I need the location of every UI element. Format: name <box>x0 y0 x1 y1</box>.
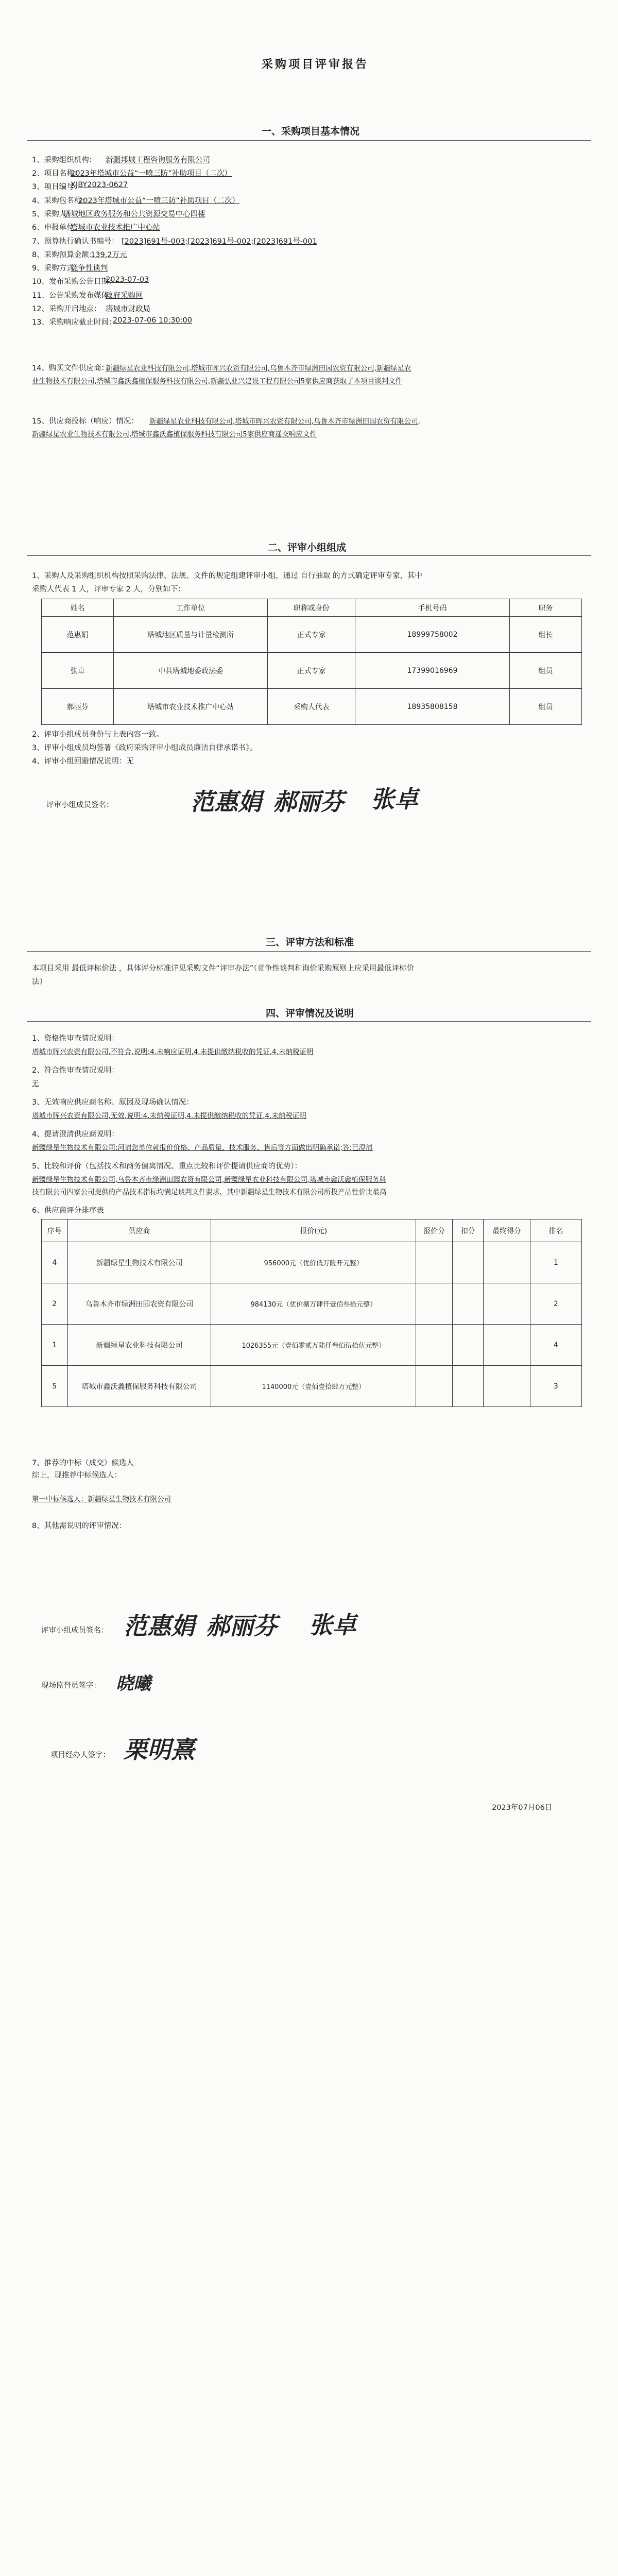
report-title: 采购项目评审报告 <box>262 58 369 71</box>
report-date: 2023年07月06日 <box>492 1804 553 1812</box>
panel-row <box>42 617 582 653</box>
info-label: 13、采购响应截止时间： <box>32 318 116 327</box>
panel-cell: 塔城市农业技术推广中心站 <box>114 689 268 725</box>
rank-header-price-score: 报价分 <box>416 1219 453 1242</box>
rank-row <box>42 1366 582 1407</box>
panel-header-name: 姓名 <box>42 599 114 617</box>
rank-cell <box>452 1325 484 1366</box>
info-value: 2023年塔城市公益“一喷三防”补助项目（二次） <box>78 197 239 205</box>
panel-sign-label-2: 评审小组成员签名： <box>41 1626 109 1635</box>
signature-3b: 张卓 <box>309 1611 356 1639</box>
rank-header-rank: 排名 <box>530 1219 581 1242</box>
panel-cell: 采购人代表 <box>268 689 355 725</box>
info-value: 2023年塔城市公益“一喷三防”补助项目（二次） <box>71 170 232 178</box>
rank-header-deduction: 扣分 <box>452 1219 484 1242</box>
info-value: XJBY2023-0627 <box>71 181 128 189</box>
panel-cell: 18935808158 <box>355 689 510 725</box>
info-label: 5、采购人： <box>32 210 74 218</box>
rank-cell <box>484 1366 530 1407</box>
panel-cell: 范惠娟 <box>42 617 114 653</box>
info-value: [2023]691号-003;[2023]691号-002;[2023]691号-001 <box>122 238 317 246</box>
rank-cell: 3 <box>530 1366 581 1407</box>
check-1-detail: 塔城市晖兴农资有限公司,不符合,说明:4.未响应证明,4.未提供缴纳税收的凭证,4.未纳税证明 <box>32 1048 314 1056</box>
check-3-detail: 塔城市晖兴农资有限公司,无效,说明:4.未纳税证明,4.未提供缴纳税收的凭证,4.未纳税证明 <box>32 1112 306 1120</box>
rank-cell <box>452 1242 484 1283</box>
rank-cell: 1026355元（壹佰零贰万陆仟叁佰伍拾伍元整） <box>211 1325 416 1366</box>
info-label: 3、项目编号： <box>32 183 82 191</box>
divider <box>27 951 591 952</box>
panel-cell: 正式专家 <box>268 617 355 653</box>
first-candidate: 第一中标候选人：新疆绿星生物技术有限公司 <box>32 1495 171 1503</box>
check-1-label: 1、资格性审查情况说明： <box>32 1035 119 1043</box>
rank-cell <box>484 1283 530 1325</box>
info-label: 1、采购组织机构： <box>32 156 97 164</box>
info-label: 2、项目名称： <box>32 170 82 178</box>
candidate-intro: 综上，现推荐中标候选人： <box>32 1471 122 1480</box>
check-2-detail: 无 <box>32 1080 39 1088</box>
rank-cell: 2 <box>530 1283 581 1325</box>
section-1-heading: 一、采购项目基本情况 <box>262 126 360 137</box>
info-label: 12、采购开启地点： <box>32 305 101 313</box>
signature-2b: 郝丽芬 <box>206 1612 277 1640</box>
panel-cell: 17399016969 <box>355 653 510 689</box>
info-label: 7、预算执行确认书编号： <box>32 238 119 246</box>
signature-2: 郝丽芬 <box>273 788 344 816</box>
responders-label: 15、供应商投标（响应）情况： <box>32 417 139 426</box>
rank-cell: 1140000元（壹佰壹拾肆万元整） <box>211 1366 416 1407</box>
rank-header-price: 报价(元) <box>211 1219 416 1242</box>
rank-table <box>41 1219 582 1407</box>
bidders-label: 14、购买文件供应商： <box>32 364 109 372</box>
panel-cell: 郝丽芬 <box>42 689 114 725</box>
supervisor-signature: 晓曦 <box>116 1673 151 1694</box>
divider <box>27 1021 591 1022</box>
section-2-heading: 二、评审小组组成 <box>268 542 347 553</box>
panel-cell: 组长 <box>509 617 581 653</box>
section-3-heading: 三、评审方法和标准 <box>266 937 354 948</box>
signature-1: 范惠娟 <box>191 788 262 816</box>
check-5-detail-1: 新疆绿星生物技术有限公司,乌鲁木齐市绿洲田园农资有限公司,新疆绿星农业科技有限公司,塔城市鑫沃鑫植保服务科 <box>32 1176 386 1184</box>
panel-cell: 正式专家 <box>268 653 355 689</box>
rank-cell: 1 <box>42 1325 68 1366</box>
sec2-paragraph-1: 1、采购人及采购组织机构按照采购法律、法规、文件的规定组建评审小组，通过 自行抽取 的方式确定评审专家，其中 <box>32 572 422 580</box>
rank-cell: 乌鲁木齐市绿洲田园农资有限公司 <box>67 1283 211 1325</box>
info-label: 9、采购方式： <box>32 264 82 273</box>
sec2-note-3: 3、评审小组成员均签署《政府采购评审小组成员廉洁自律承诺书》。 <box>32 744 257 752</box>
bidders-line-1: 新疆绿星农业科技有限公司,塔城市晖兴农资有限公司,乌鲁木齐市绿洲田园农资有限公司,新疆绿星农 <box>106 364 411 372</box>
info-value: 新疆邦城工程咨询服务有限公司 <box>106 156 210 164</box>
check-4-detail: 新疆绿星生物技术有限公司:河请您单位就报价价格、产品质量、技术服务、售后等方面做出明确承诺;答:已澄清 <box>32 1144 373 1152</box>
rank-cell: 新疆绿星生物技术有限公司 <box>67 1242 211 1283</box>
sec2-note-4: 4、评审小组回避情况说明：无 <box>32 757 134 766</box>
info-value: 塔城市财政局 <box>106 305 150 313</box>
rank-cell <box>416 1283 453 1325</box>
signature-3: 张卓 <box>371 785 418 813</box>
rank-cell <box>484 1242 530 1283</box>
section-4-heading: 四、评审情况及说明 <box>266 1008 354 1019</box>
rank-cell: 2 <box>42 1283 68 1325</box>
sec3-paragraph-end: 法） <box>32 978 47 986</box>
other-notes-label: 8、其他需说明的评审情况： <box>32 1522 127 1530</box>
rank-row <box>42 1325 582 1366</box>
panel-row <box>42 653 582 689</box>
rank-cell <box>416 1242 453 1283</box>
panel-sign-label: 评审小组成员签名： <box>46 801 114 809</box>
panel-cell: 组员 <box>509 653 581 689</box>
info-label: 4、采购包名称： <box>32 197 89 205</box>
candidate-heading: 7、推荐的中标（成交）候选人 <box>32 1459 134 1467</box>
info-value: 塔城地区政务服务和公共资源交易中心四楼 <box>63 210 205 218</box>
info-value: 139.2万元 <box>91 251 127 259</box>
sec2-note-2: 2、评审小组成员身份与上表内容一致。 <box>32 731 164 739</box>
panel-cell: 18999758002 <box>355 617 510 653</box>
rank-cell <box>416 1366 453 1407</box>
info-value: 竞争性谈判 <box>71 264 108 273</box>
panel-cell: 组员 <box>509 689 581 725</box>
sec2-paragraph-1b: 采购人代表 1 人，评审专家 2 人，分别如下： <box>32 585 185 594</box>
panel-row <box>42 689 582 725</box>
check-5-label: 5、比较和评价（包括技术和商务偏离情况、重点比较和评价提请供应商的优势）： <box>32 1162 302 1171</box>
rank-cell: 5 <box>42 1366 68 1407</box>
info-label: 10、发布采购公告日期： <box>32 278 116 286</box>
rank-cell <box>452 1283 484 1325</box>
check-2-label: 2、符合性审查情况说明： <box>32 1066 119 1075</box>
rank-cell: 956000元（优价低万险开元整） <box>211 1242 416 1283</box>
rank-table-label: 6、供应商评分排序表 <box>32 1207 104 1215</box>
panel-table <box>41 599 582 725</box>
rank-header-supplier: 供应商 <box>67 1219 211 1242</box>
info-value: 2023-07-06 10:30:00 <box>113 316 192 325</box>
manager-signature: 栗明熹 <box>124 1736 195 1764</box>
manager-label: 项目经办人签字： <box>50 1751 110 1759</box>
rank-cell: 4 <box>42 1242 68 1283</box>
responders-line-1: 新疆绿星农业科技有限公司,塔城市晖兴农资有限公司,乌鲁木齐市绿洲田园农资有限公司, <box>149 417 420 426</box>
rank-cell <box>452 1366 484 1407</box>
rank-cell <box>484 1325 530 1366</box>
rank-cell: 984130元（优价捌万肆仟壹佰叁拾元整） <box>211 1283 416 1325</box>
divider <box>27 140 591 141</box>
info-label: 6、申报单位： <box>32 224 82 232</box>
rank-row <box>42 1242 582 1283</box>
panel-header-role: 职称或身份 <box>268 599 355 617</box>
signature-1b: 范惠娟 <box>124 1612 195 1640</box>
rank-cell <box>416 1325 453 1366</box>
info-label: 11、公告采购发布媒体： <box>32 292 116 300</box>
info-value: 2023-07-03 <box>106 276 149 284</box>
rank-cell: 4 <box>530 1325 581 1366</box>
sec3-paragraph: 本项目采用 最低评标价法 ，具体评分标准详见采购文件“评审办法”（竞争性谈判和询价采购原则上应采用最低评标价 <box>32 964 414 973</box>
supervisor-label: 现场监督员签字： <box>41 1682 101 1690</box>
check-5-detail-2: 技有限公司四家公司提供的产品技术指标均满足谈判文件要求，其中新疆绿星生物技术有限公司所投产品性价比最高 <box>32 1188 387 1196</box>
panel-header-duty: 职务 <box>509 599 581 617</box>
panel-header-org: 工作单位 <box>114 599 268 617</box>
rank-header-final: 最终得分 <box>484 1219 530 1242</box>
check-3-label: 3、无效响应供应商名称、原因及现场确认情况： <box>32 1098 194 1107</box>
panel-cell: 中共塔城地委政法委 <box>114 653 268 689</box>
info-value: 塔城市农业技术推广中心站 <box>71 224 160 232</box>
bidders-line-2: 业生物技术有限公司,塔城市鑫沃鑫植保服务科技有限公司,新疆弘业兴建设工程有限公司5家供应商获取了本项目谈判文件 <box>32 377 403 385</box>
divider <box>27 555 591 556</box>
panel-cell: 塔城地区质量与计量检测所 <box>114 617 268 653</box>
panel-cell: 张卓 <box>42 653 114 689</box>
rank-row <box>42 1283 582 1325</box>
info-label: 8、采购预算金额： <box>32 251 97 259</box>
rank-cell: 新疆绿星农业科技有限公司 <box>67 1325 211 1366</box>
panel-header-phone: 手机号码 <box>355 599 510 617</box>
rank-cell: 1 <box>530 1242 581 1283</box>
info-value: 政府采购网 <box>106 292 143 300</box>
responders-line-2: 新疆绿星农业生物技术有限公司,塔城市鑫沃鑫植保服务科技有限公司5家供应商递交响应文件 <box>32 430 317 438</box>
rank-header-no: 序号 <box>42 1219 68 1242</box>
check-4-label: 4、提请澄清供应商说明： <box>32 1130 119 1139</box>
rank-cell: 塔城市鑫沃鑫植保服务科技有限公司 <box>67 1366 211 1407</box>
